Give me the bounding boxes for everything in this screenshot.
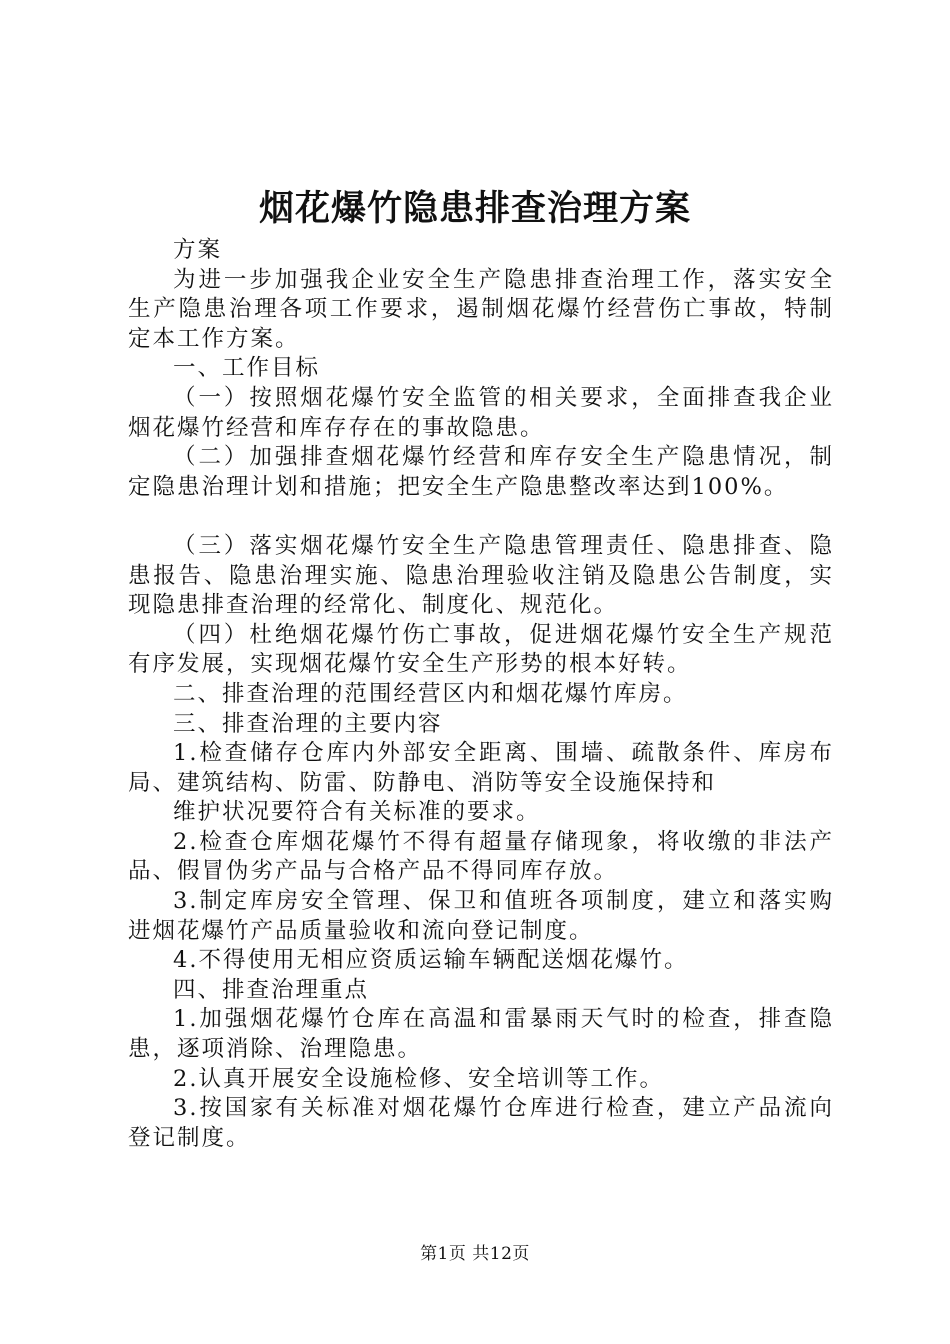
paragraph-goal-1: （一）按照烟花爆竹安全监管的相关要求，全面排查我企业烟花爆竹经营和库存存在的事故隐患。 <box>128 384 834 441</box>
paragraph-goal-4: （四）杜绝烟花爆竹伤亡事故，促进烟花爆竹安全生产规范有序发展，实现烟花爆竹安全生产形势的根本好转。 <box>128 621 834 678</box>
document-body <box>128 236 834 1153</box>
paragraph-intro: 为进一步加强我企业安全生产隐患排查治理工作，落实安全生产隐患治理各项工作要求，遏制烟花爆竹经营伤亡事故，特制定本工作方案。 <box>128 266 834 352</box>
paragraph-content-3: 3.制定库房安全管理、保卫和值班各项制度，建立和落实购进烟花爆竹产品质量验收和流向登记制度。 <box>128 888 834 944</box>
paragraph-key-3: 3.按国家有关标准对烟花爆竹仓库进行检查，建立产品流向登记制度。 <box>128 1095 834 1151</box>
paragraph-goal-3: （三）落实烟花爆竹安全生产隐患管理责任、隐患排查、隐患报告、隐患治理实施、隐患治理验收注销及隐患公告制度，实现隐患排查治理的经常化、制度化、规范化。 <box>128 532 834 619</box>
paragraph-content-1-continued: 维护状况要符合有关标准的要求。 <box>173 799 541 826</box>
paragraph-content-1: 1.检查储存仓库内外部安全距离、围墙、疏散条件、库房布局、建筑结构、防雷、防静电、消防等安全设施保持和 <box>128 740 834 796</box>
heading-scope: 二、排查治理的范围经营区内和烟花爆竹库房。 <box>173 680 688 707</box>
document-title: 烟花爆竹隐患排查治理方案 <box>258 188 691 229</box>
paragraph-content-2: 2.检查仓库烟花爆竹不得有超量存储现象，将收缴的非法产品、假冒伪劣产品与合格产品不得同库存放。 <box>128 828 834 885</box>
paragraph-content-4: 4.不得使用无相应资质运输车辆配送烟花爆竹。 <box>173 947 689 974</box>
paragraph-plan-label: 方案 <box>173 237 223 263</box>
heading-work-goals: 一、工作目标 <box>173 355 321 382</box>
paragraph-key-2: 2.认真开展安全设施检修、安全培训等工作。 <box>173 1065 664 1092</box>
paragraph-goal-2: （二）加强排查烟花爆竹经营和库存安全生产隐患情况，制定隐患治理计划和措施；把安全生产隐患整改率达到100%。 <box>128 444 834 500</box>
heading-key-points: 四、排查治理重点 <box>173 976 370 1003</box>
page-footer: 第1页 共12页 <box>420 1244 530 1264</box>
heading-main-content: 三、排查治理的主要内容 <box>173 710 443 737</box>
paragraph-key-1: 1.加强烟花爆竹仓库在高温和雷暴雨天气时的检查，排查隐患，逐项消除、治理隐患。 <box>128 1006 834 1063</box>
